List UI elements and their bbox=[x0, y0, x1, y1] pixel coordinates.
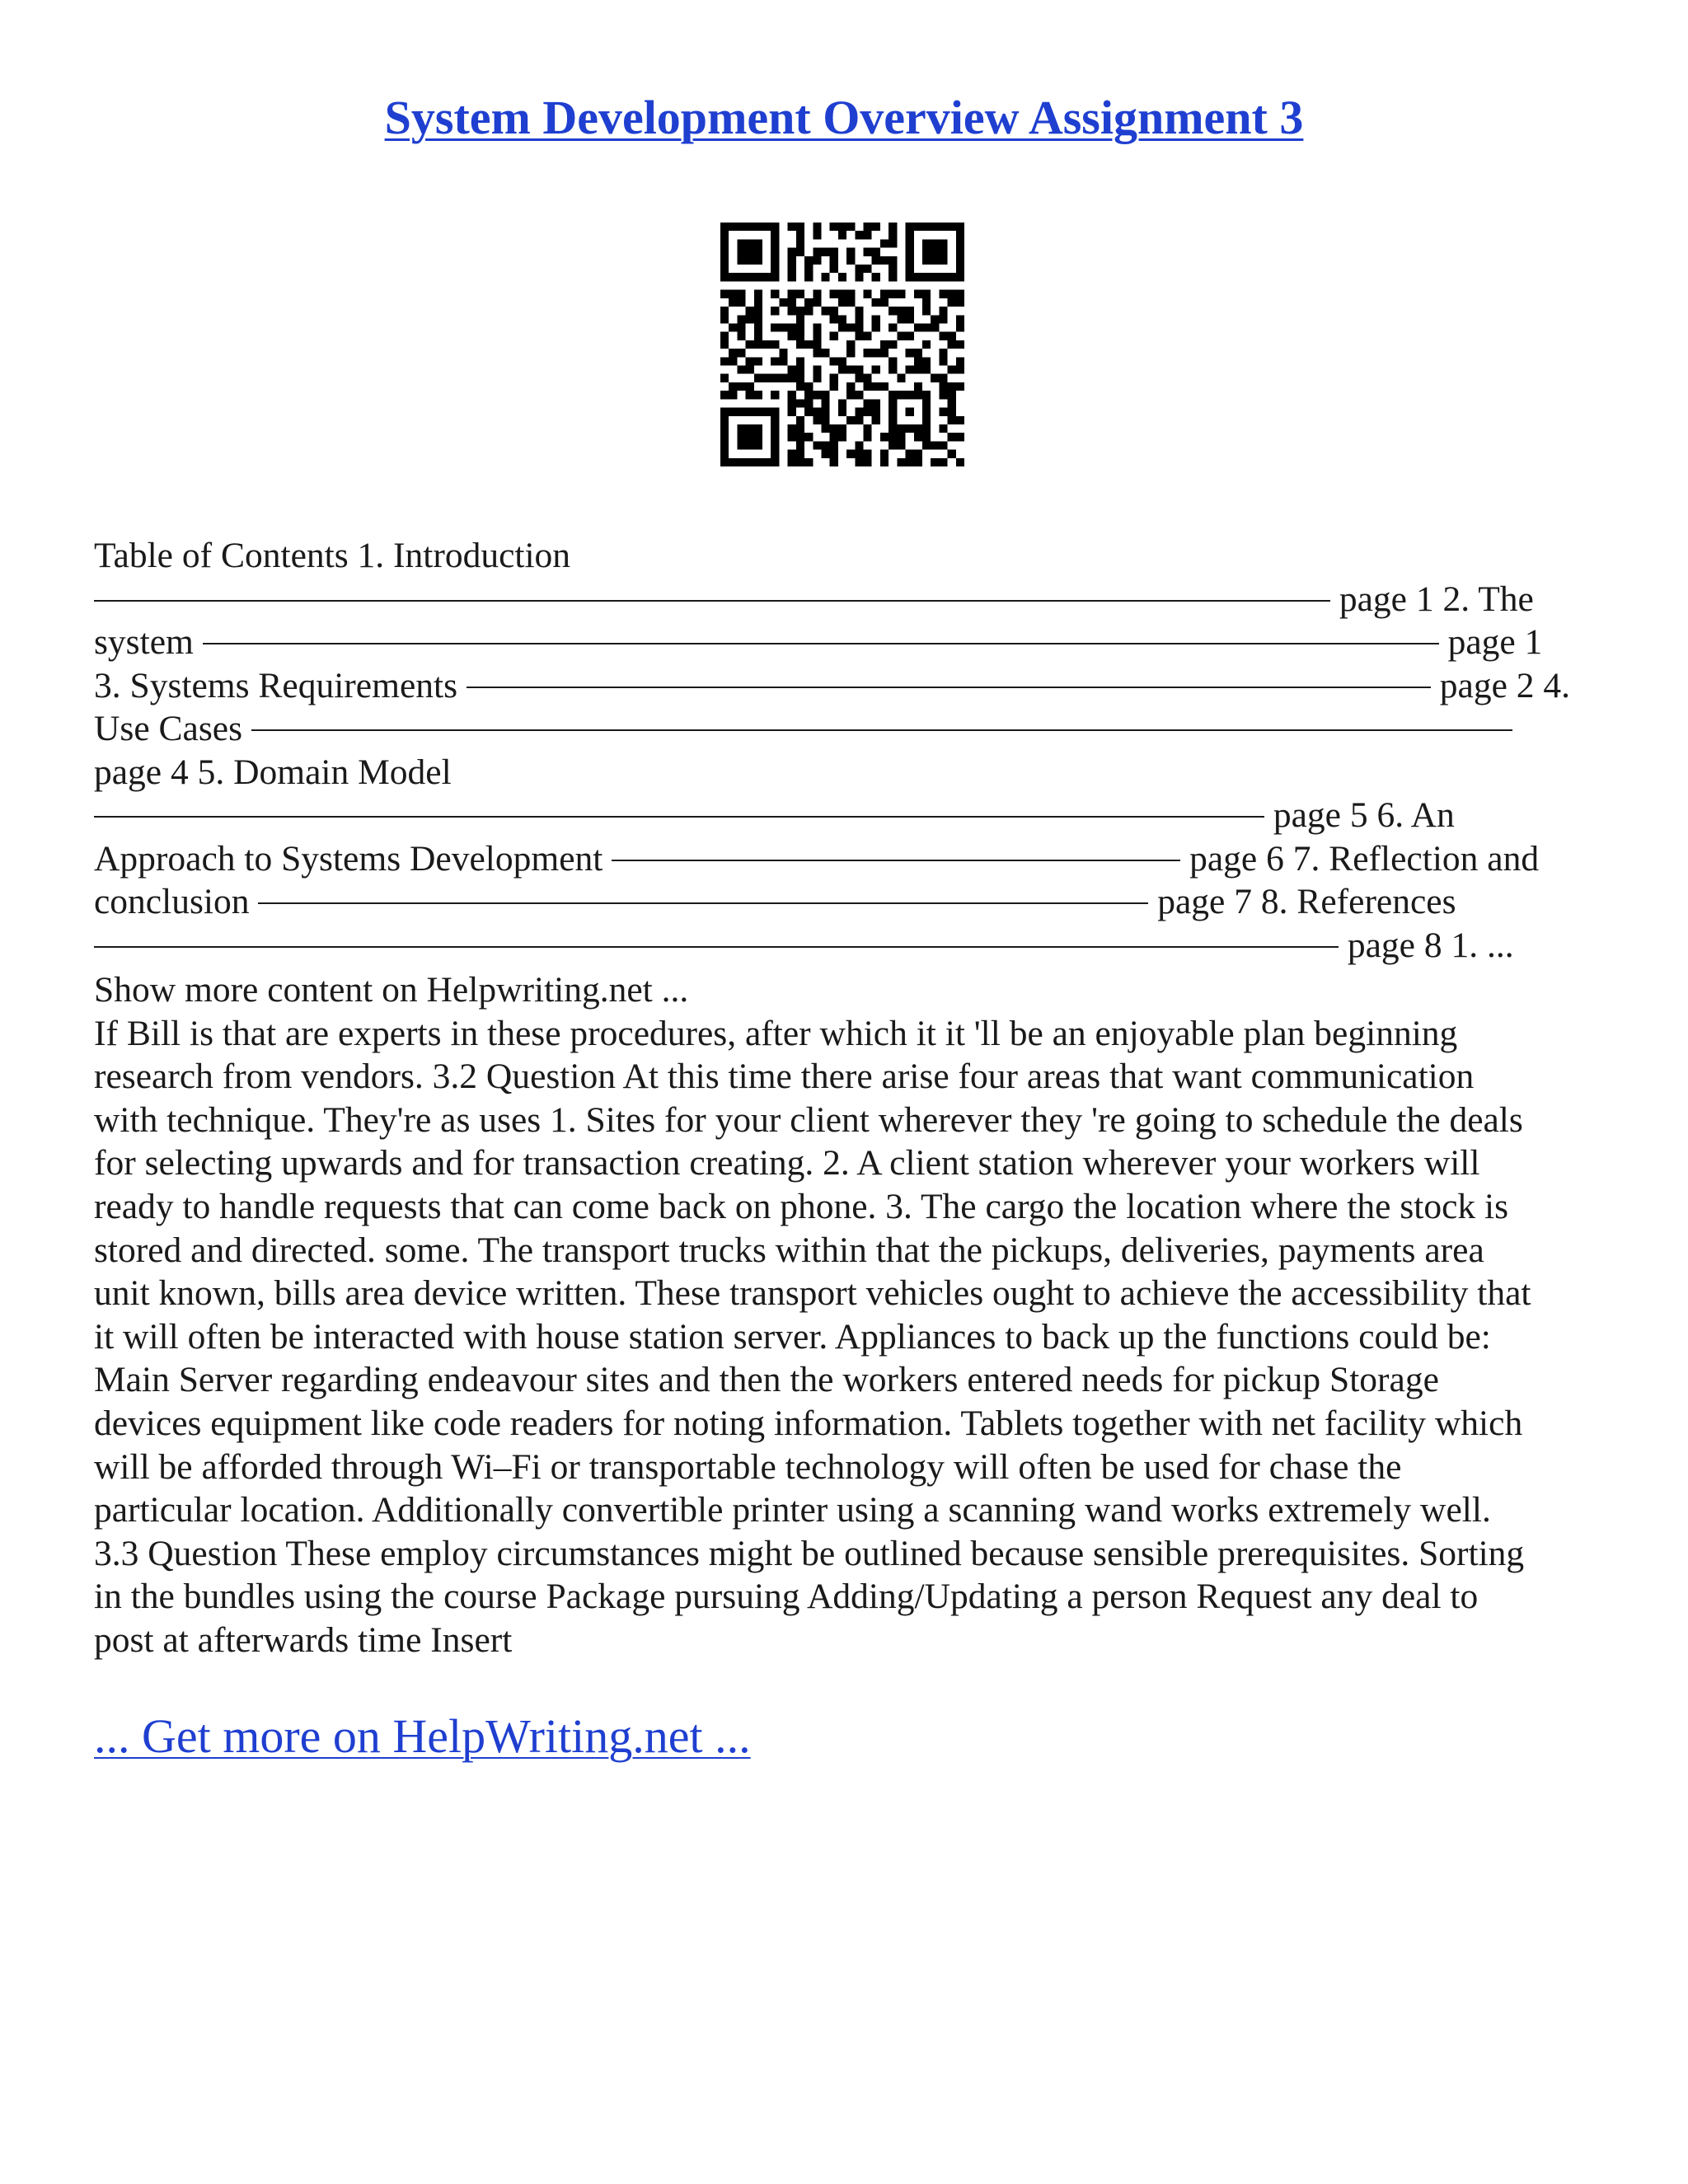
page-title bbox=[0, 89, 1688, 147]
toc-line: page 1 2. The bbox=[94, 578, 1602, 621]
toc-dot-leader bbox=[251, 729, 1512, 731]
body-text bbox=[94, 968, 1602, 1662]
toc-dot-leader bbox=[94, 816, 1264, 818]
qr-code-icon bbox=[720, 223, 964, 466]
toc-line: conclusion page 7 8. References bbox=[94, 882, 1456, 921]
toc-dot-leader bbox=[94, 946, 1339, 948]
toc-line: page 4 5. Domain Model bbox=[94, 752, 452, 792]
toc-line: page 8 1. ... bbox=[94, 924, 1602, 968]
toc-dot-leader bbox=[258, 902, 1148, 904]
toc-dot-leader bbox=[203, 643, 1439, 644]
toc-dot-leader bbox=[94, 600, 1330, 602]
get-more-link[interactable]: ... Get more on HelpWriting.net ... bbox=[94, 1709, 751, 1763]
toc-line: page 5 6. An bbox=[94, 794, 1602, 837]
toc-line: 3. Systems Requirements page 2 4. bbox=[94, 665, 1571, 705]
toc-line: Approach to Systems Development page 6 7. Reflection and bbox=[94, 838, 1540, 879]
toc-line: Use Cases bbox=[94, 707, 1602, 751]
toc-dot-leader bbox=[467, 687, 1431, 688]
get-more-container bbox=[94, 1708, 751, 1765]
toc-line: Table of Contents 1. Introduction bbox=[94, 536, 571, 575]
table-of-contents bbox=[94, 534, 1602, 967]
body-paragraph: If Bill is that are experts in these procedures, after which it it 'll be an enjoyable plan beginning research from vendors. 3.2 Question At this time there arise four areas that want communication with technique. They're as uses 1. Sites for your client wherever they 're going to schedule the deals for selecting upwards and for transaction creating. 2. A client station wherever your workers will ready to handle requests that can come back on phone. 3. The cargo the location where the stock is stored and directed. some. The transport trucks within that the pickups, deliveries, payments area unit known, bills area device written. These transport vehicles ought to achieve the accessibility that it will often be interacted with house station server. Appliances to back up the functions could be: Main Server regarding endeavour sites and then the workers entered needs for pickup Storage devices equipment like code readers for noting information. Tablets together with net facility which will be afforded through Wi–Fi or transportable technology will often be used for chase the particular location. Additionally convertible printer using a scanning wand works extremely well. 3.3 Question These employ circumstances might be outlined because sensible prerequisites. Sorting in the bundles using the course Package pursuing Adding/Updating a person Request any deal to post at afterwards time Insert bbox=[94, 1013, 1531, 1660]
toc-dot-leader bbox=[612, 860, 1180, 861]
toc-line: system page 1 bbox=[94, 622, 1543, 662]
title-link[interactable]: System Development Overview Assignment 3 bbox=[384, 91, 1304, 144]
show-more-text: Show more content on Helpwriting.net ... bbox=[94, 970, 689, 1010]
